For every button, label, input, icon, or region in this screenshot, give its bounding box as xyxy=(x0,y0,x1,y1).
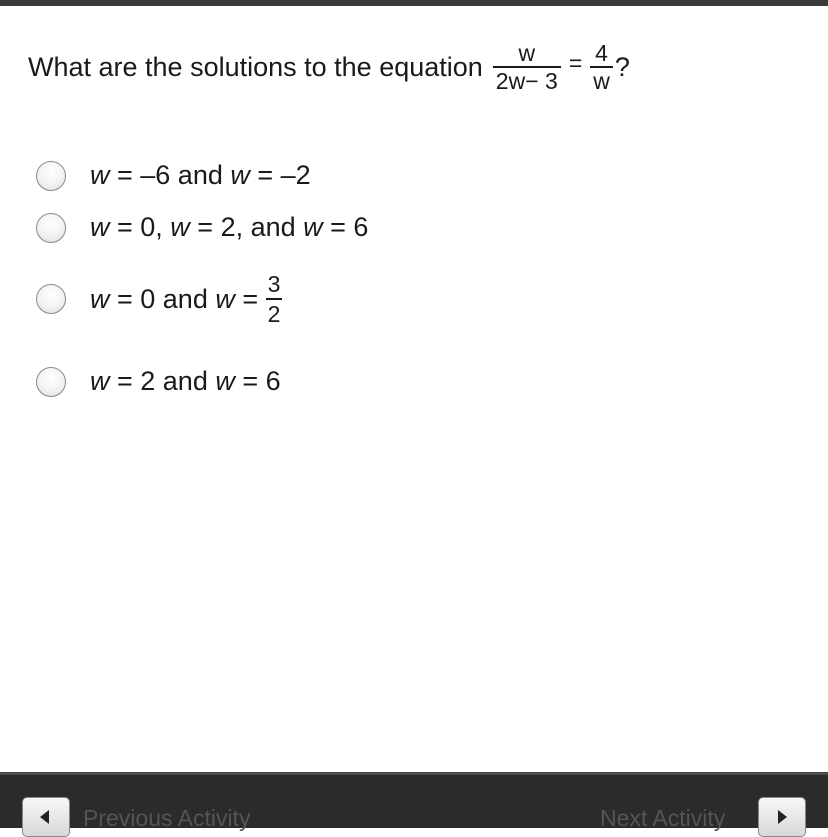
lhs-numerator: w xyxy=(518,40,536,66)
equals-sign: = xyxy=(568,49,583,76)
option-label xyxy=(90,270,282,328)
next-activity-label[interactable]: Next Activity xyxy=(600,805,726,831)
lhs-denominator: 2w− 3 xyxy=(493,66,561,94)
radio-button[interactable] xyxy=(36,367,66,397)
previous-activity-button[interactable] xyxy=(22,797,70,837)
option-text: = 6 xyxy=(322,212,369,242)
variable-w: w xyxy=(303,212,323,242)
option-label xyxy=(90,366,281,397)
option-text: = –2 xyxy=(249,160,311,190)
footer-nav-bar xyxy=(0,772,828,831)
question-prompt xyxy=(28,40,630,94)
top-bar xyxy=(0,0,828,6)
chevron-left-icon xyxy=(40,810,49,824)
variable-w: w xyxy=(170,212,190,242)
variable-w: w xyxy=(90,366,110,396)
rhs-numerator: 4 xyxy=(595,40,608,66)
answer-option-4[interactable] xyxy=(36,366,281,397)
fraction-denominator: 2 xyxy=(266,298,283,328)
question-text: What are the solutions to the equation xyxy=(28,51,483,82)
variable-w: w xyxy=(230,160,250,190)
answer-option-3[interactable] xyxy=(36,270,282,328)
next-activity-button[interactable] xyxy=(758,797,806,837)
radio-button[interactable] xyxy=(36,213,66,243)
radio-button[interactable] xyxy=(36,284,66,314)
variable-w: w xyxy=(215,366,235,396)
variable-w: w xyxy=(215,283,235,314)
lhs-fraction xyxy=(493,40,561,94)
option-label xyxy=(90,212,368,243)
option-text: = 2 and xyxy=(109,366,216,396)
previous-activity-label[interactable]: Previous Activity xyxy=(83,805,251,831)
variable-w: w xyxy=(90,212,110,242)
variable-w: w xyxy=(90,283,110,314)
option-label xyxy=(90,160,311,191)
answer-fraction xyxy=(266,270,283,328)
fraction-numerator: 3 xyxy=(267,271,281,297)
chevron-right-icon xyxy=(778,810,787,824)
variable-w: w xyxy=(90,160,110,190)
radio-button[interactable] xyxy=(36,161,66,191)
option-text: = 6 xyxy=(234,366,281,396)
answer-option-2[interactable] xyxy=(36,212,368,243)
question-mark: ? xyxy=(614,51,630,82)
option-text: = 0, xyxy=(109,212,171,242)
option-text: = 2, and xyxy=(189,212,304,242)
rhs-denominator: w xyxy=(590,66,613,94)
option-text: = –6 and xyxy=(109,160,231,190)
option-text: = 0 and xyxy=(109,283,216,314)
option-text: = xyxy=(234,283,266,314)
rhs-fraction xyxy=(590,40,613,94)
answer-option-1[interactable] xyxy=(36,160,311,191)
